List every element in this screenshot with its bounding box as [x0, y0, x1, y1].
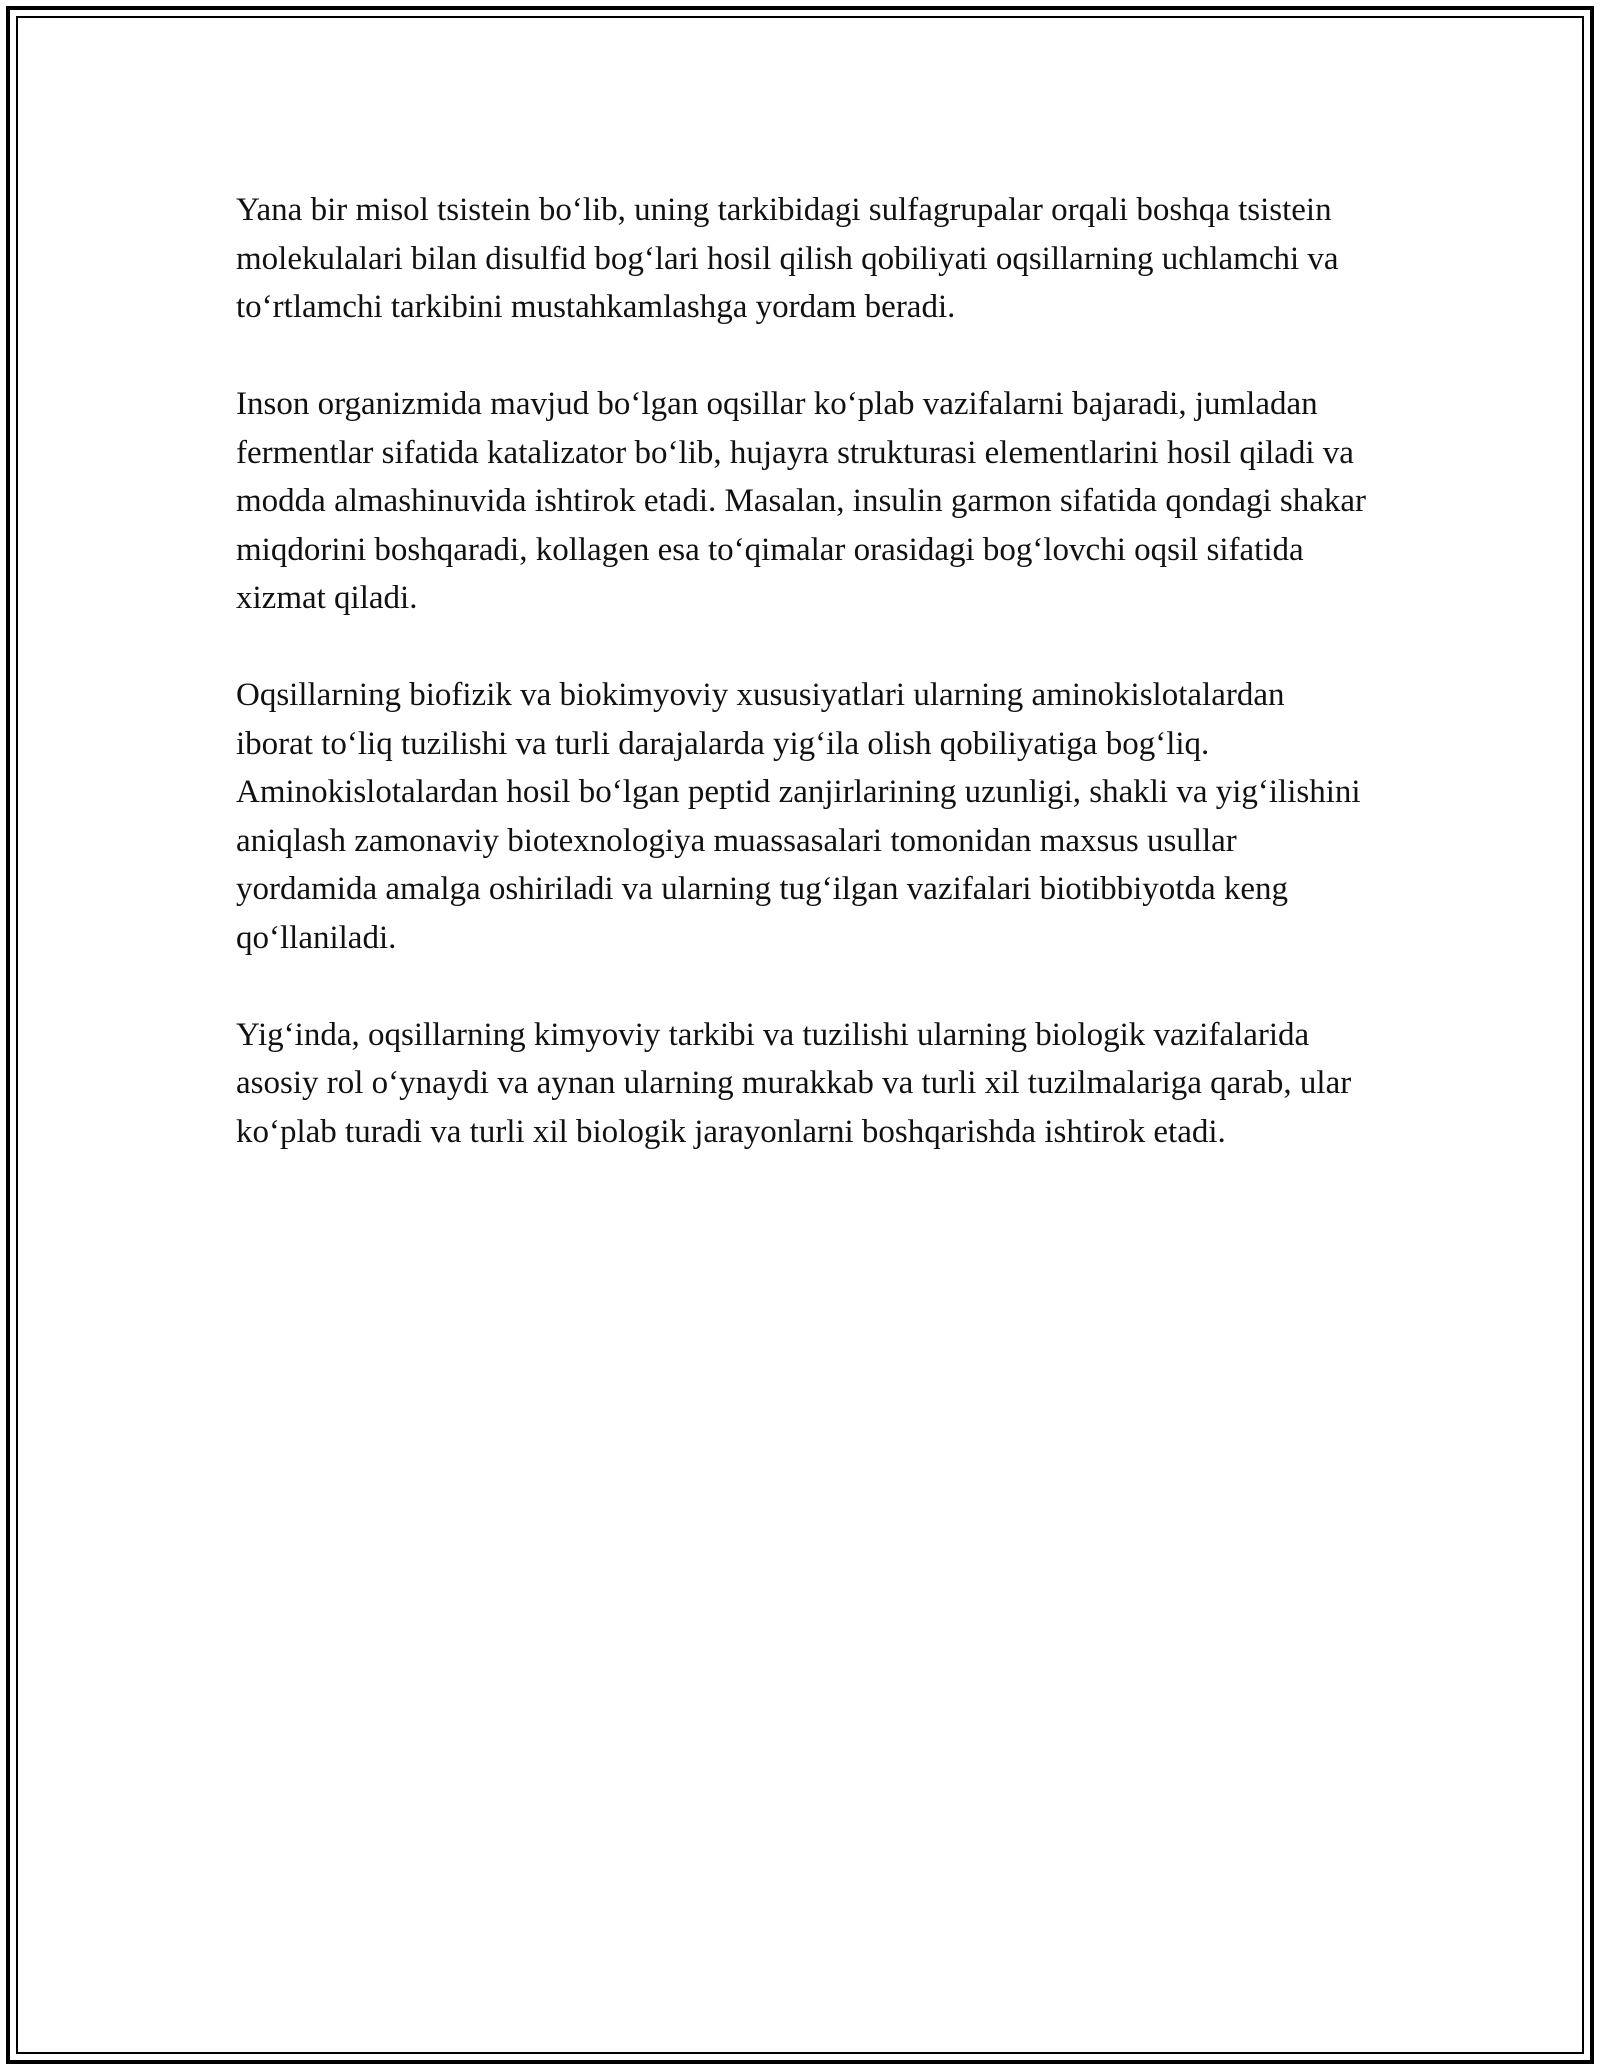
paragraph-summary: Yig‘inda, oqsillarning kimyoviy tarkibi va tuzilishi ularning biologik vazifalarida asosiy rol o‘ynaydi va aynan ularning murakkab va turli xil tuzilmalariga qarab, ular ko‘plab turadi va turli xil biologik jarayonlarni boshqarishda ishtirok etadi. — [236, 1016, 1352, 1150]
paragraph-cysteine: Yana bir misol tsistein bo‘lib, uning tarkibidagi sulfagrupalar orqali boshqa tsistein molekulalari bilan disulfid bog‘lari hosil qilish qobiliyati oqsillarning uchlamchi va to‘rtlamchi tarkibini mustahkamlashga yordam beradi. — [236, 192, 1339, 325]
paragraph-biophysical-properties: Oqsillarning biofizik va biokimyoviy xususiyatlari ularning aminokislotalardan iborat to‘liq tuzilishi va turli darajalarda yig‘ila olish qobiliyatiga bog‘liq. Aminokislotalardan hosil bo‘lgan peptid zanjirlarining uzunligi, shakli va yig‘ilishini aniqlash zamonaviy biotexnologiya muassasalari tomonidan maxsus usullar yordamida amalga oshiriladi va ularning tug‘ilgan vazifalari biotibbiyotda keng qo‘llaniladi. — [236, 677, 1361, 956]
paragraph-protein-functions: Inson organizmida mavjud bo‘lgan oqsillar ko‘plab vazifalarni bajaradi, jumladan fermentlar sifatida katalizator bo‘lib, hujayra strukturasi elementlarini hosil qiladi va modda almashinuvida ishtirok etadi. Masalan, insulin garmon sifatida qondagi shakar miqdorini boshqaradi, kollagen esa to‘qimalar orasidagi bog‘lovchi oqsil sifatida xizmat qiladi. — [236, 386, 1367, 616]
document-body — [236, 186, 1366, 1205]
